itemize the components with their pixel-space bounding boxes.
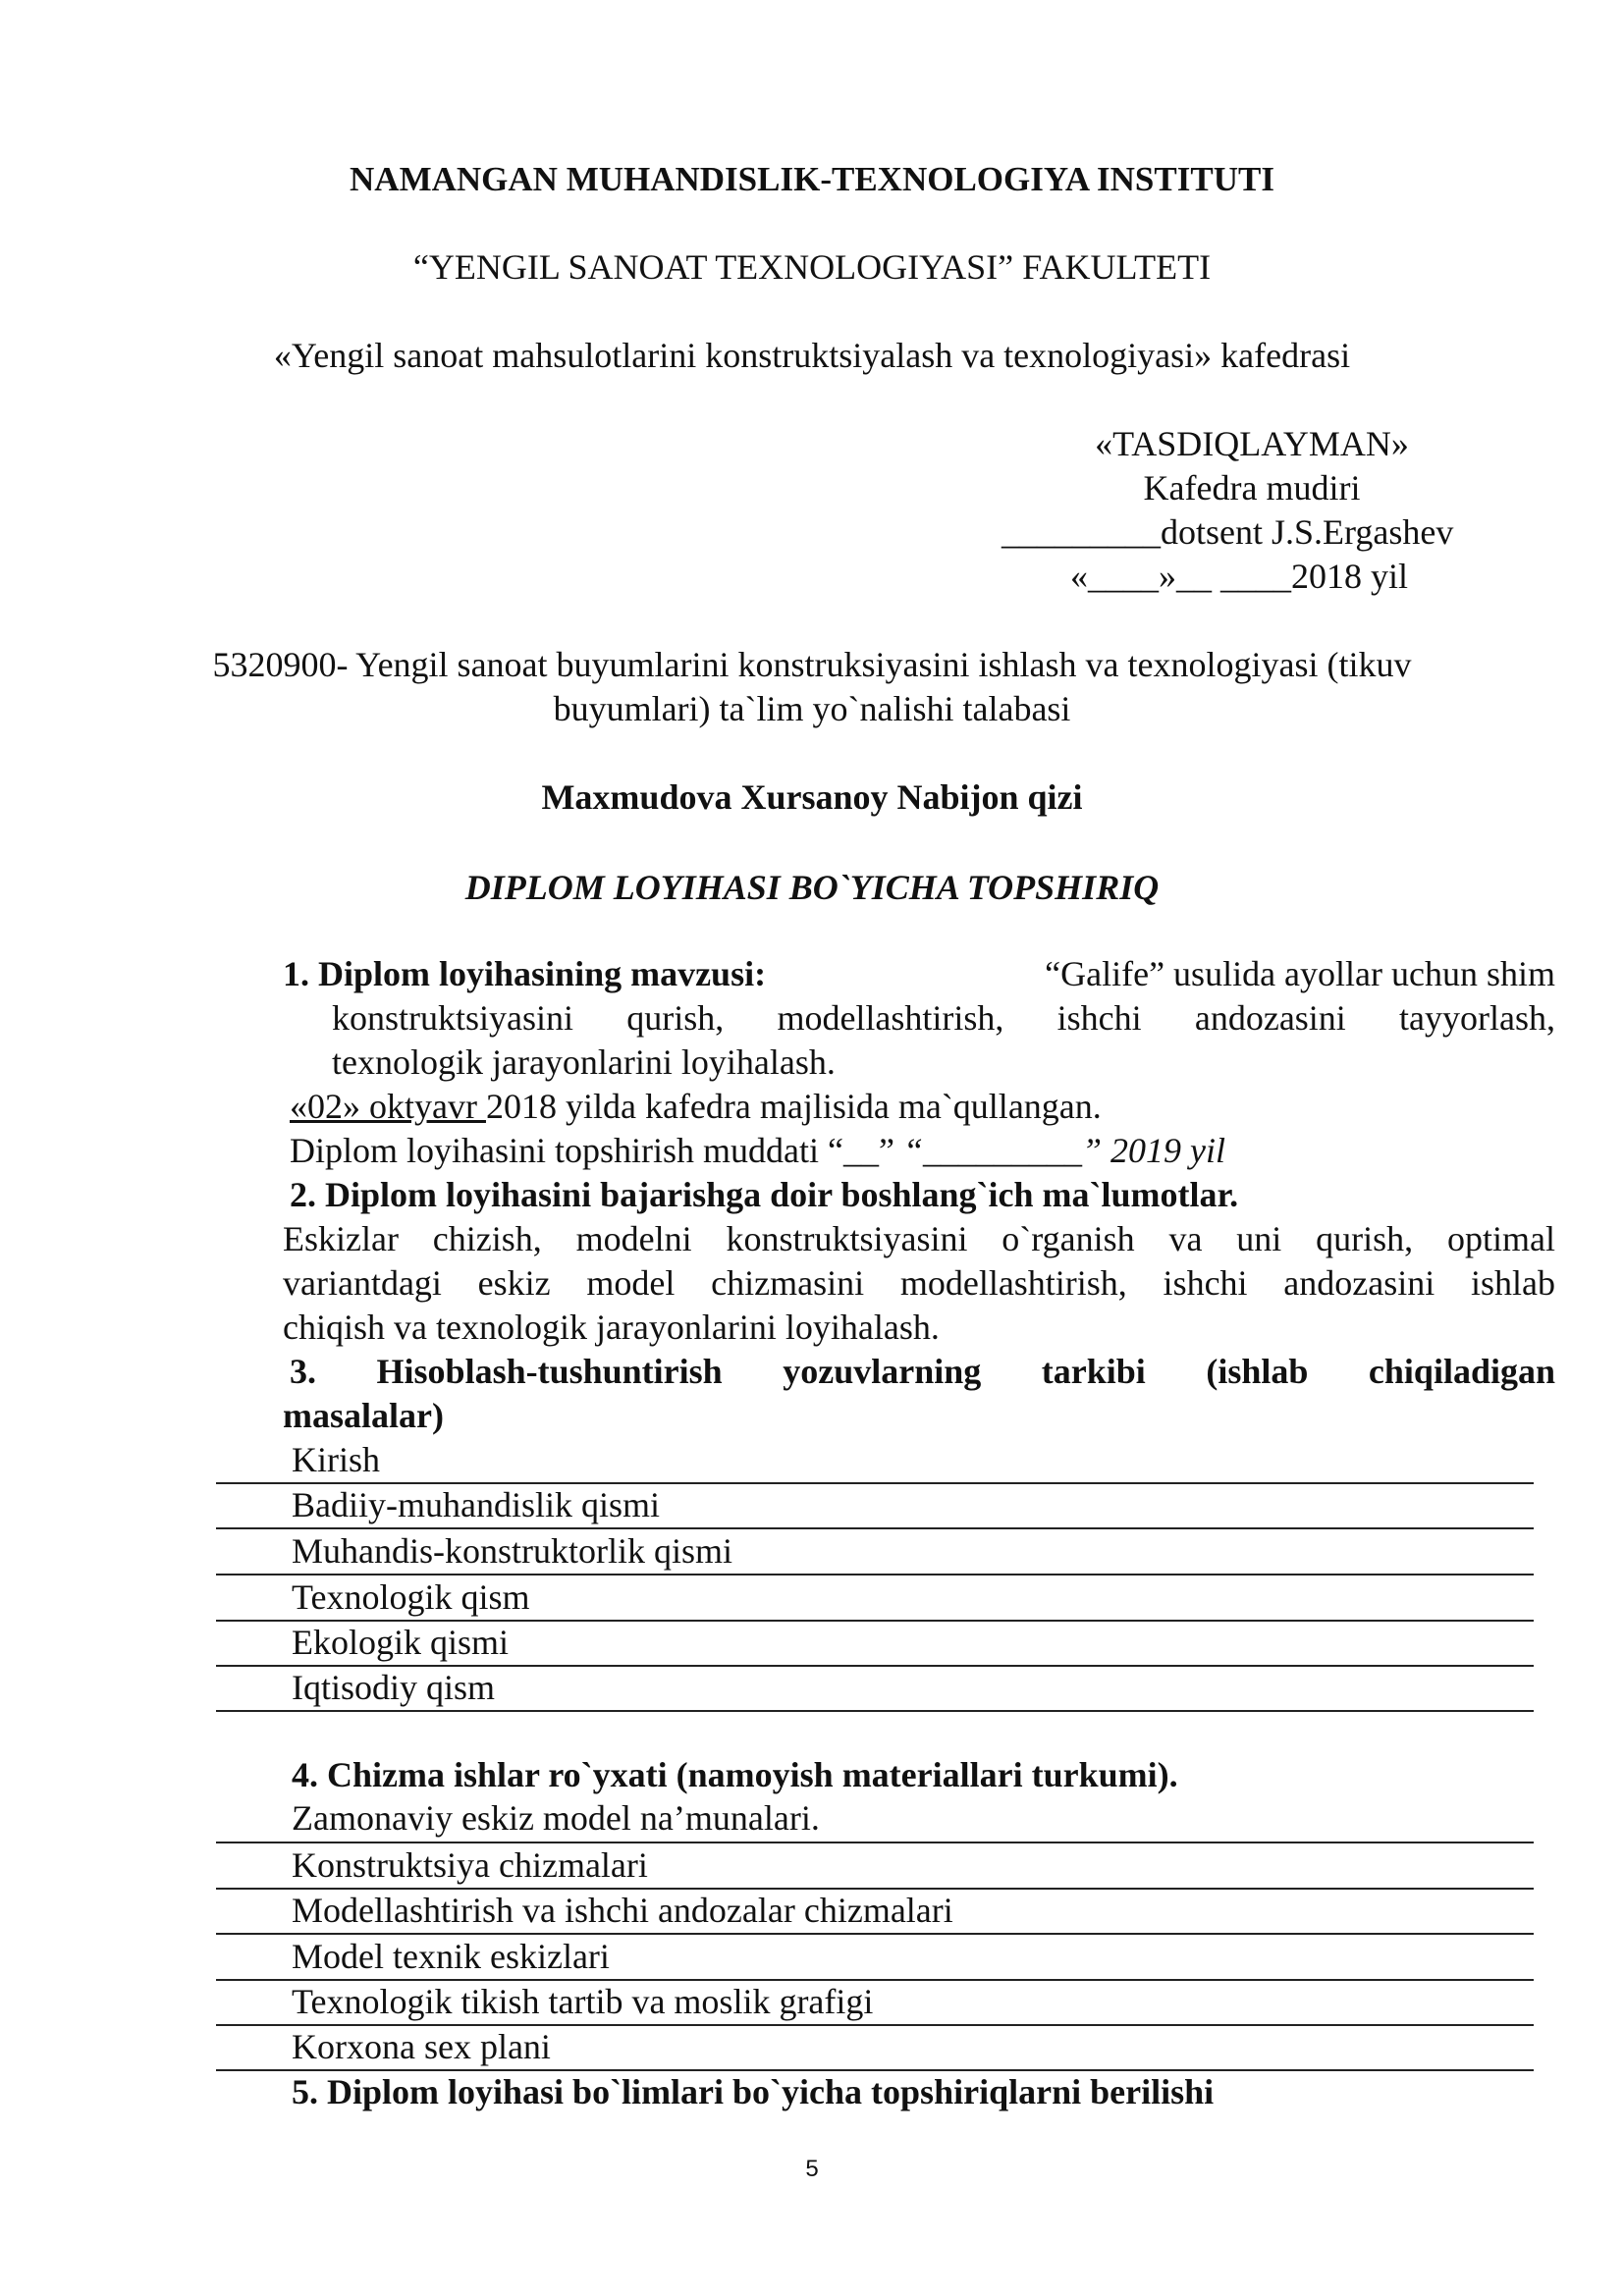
approval-date: «____»__ ____2018 yil: [1070, 557, 1409, 596]
page-number: 5: [805, 2156, 819, 2182]
approval-position: Kafedra mudiri: [1143, 468, 1361, 507]
list-item: Modellashtirish va ishchi andozalar chizmalari: [292, 1891, 953, 1930]
section-1-number: 1.: [283, 954, 309, 993]
faculty-title: “YENGIL SANOAT TEXNOLOGIYASI” FAKULTETI: [412, 247, 1212, 287]
section-1-deadline: [290, 1129, 1225, 1172]
document-title: DIPLOM LOYIHASI BO`YICHA TOPSHIRIQ: [464, 868, 1160, 907]
section-3-heading-line-2: masalalar): [283, 1396, 444, 1435]
list-item: Kirish: [292, 1440, 380, 1479]
student-name: Maxmudova Xursanoy Nabijon qizi: [541, 777, 1083, 817]
section-1-line-3: texnologik jarayonlarini loyihalash.: [332, 1042, 836, 1082]
deadline-value: “_________” 2019 yil: [902, 1131, 1225, 1170]
list-item: Texnologik qism: [292, 1577, 530, 1617]
list-item: Iqtisodiy qism: [292, 1668, 496, 1707]
list-item: Korxona sex plani: [292, 2027, 551, 2066]
list-item: Ekologik qismi: [292, 1623, 510, 1662]
divider: [216, 1710, 1534, 1712]
section-2-line-2: variantdagi eskiz model chizmasini modellashtirish, ishchi andozasini ishlab: [283, 1263, 1555, 1303]
approval-signature-line: [1001, 510, 1453, 554]
section-1-topic-start: “Galife” usulida ayollar uchun shim: [1045, 954, 1555, 993]
list-item: Model texnik eskizlari: [292, 1937, 610, 1976]
section-4-heading: 4. Chizma ishlar ro`yxati (namoyish materiallari turkumi).: [292, 1755, 1178, 1794]
program-line-1: 5320900- Yengil sanoat buyumlarini konstruksiyasini ishlash va texnologiyasi (tikuv: [212, 645, 1412, 684]
section-3-heading-line-1: 3. Hisoblash-tushuntirish yozuvlarning tarkibi (ishlab chiqiladigan: [290, 1352, 1555, 1391]
section-1-line-1: [283, 952, 1555, 995]
list-item: Badiiy-muhandislik qismi: [292, 1485, 660, 1524]
list-item: Zamonaviy eskiz model na’munalari.: [292, 1798, 820, 1838]
program-line-2: buyumlari) ta`lim yo`nalishi talabasi: [553, 689, 1071, 728]
section-1-label: Diplom loyihasining mavzusi:: [318, 954, 767, 993]
section-1-approval: [290, 1085, 1102, 1128]
signature-blank: _________: [1001, 512, 1161, 552]
approval-text: 2018 yilda kafedra majlisida ma`qullangan.: [485, 1087, 1102, 1126]
section-5-heading: 5. Diplom loyihasi bo`limlari bo`yicha topshiriqlarni berilishi: [292, 2072, 1215, 2111]
deadline-label: Diplom loyihasini topshirish muddati “__”: [290, 1131, 903, 1170]
department-title: «Yengil sanoat mahsulotlarini konstruktsiyalash va texnologiyasi» kafedrasi: [273, 336, 1351, 375]
list-item: Konstruktsiya chizmalari: [292, 1845, 648, 1885]
approval-title: «TASDIQLAYMAN»: [1095, 424, 1409, 463]
list-item: Muhandis-konstruktorlik qismi: [292, 1531, 732, 1571]
list-item: Texnologik tikish tartib va moslik grafigi: [292, 1982, 874, 2021]
section-2-line-3: chiqish va texnologik jarayonlarini loyihalash.: [283, 1308, 940, 1347]
approval-signer: dotsent J.S.Ergashev: [1161, 512, 1454, 552]
section-2-heading: 2. Diplom loyihasini bajarishga doir boshlang`ich ma`lumotlar.: [290, 1175, 1239, 1214]
approval-date-text: «02» oktyavr: [290, 1087, 486, 1126]
section-1-line-2: konstruktsiyasini qurish, modellashtirish, ishchi andozasini tayyorlash,: [332, 998, 1555, 1038]
section-2-line-1: Eskizlar chizish, modelni konstruktsiyasini o`rganish va uni qurish, optimal: [283, 1219, 1555, 1258]
institute-title: NAMANGAN MUHANDISLIK-TEXNOLOGIYA INSTITUTI: [350, 160, 1274, 198]
